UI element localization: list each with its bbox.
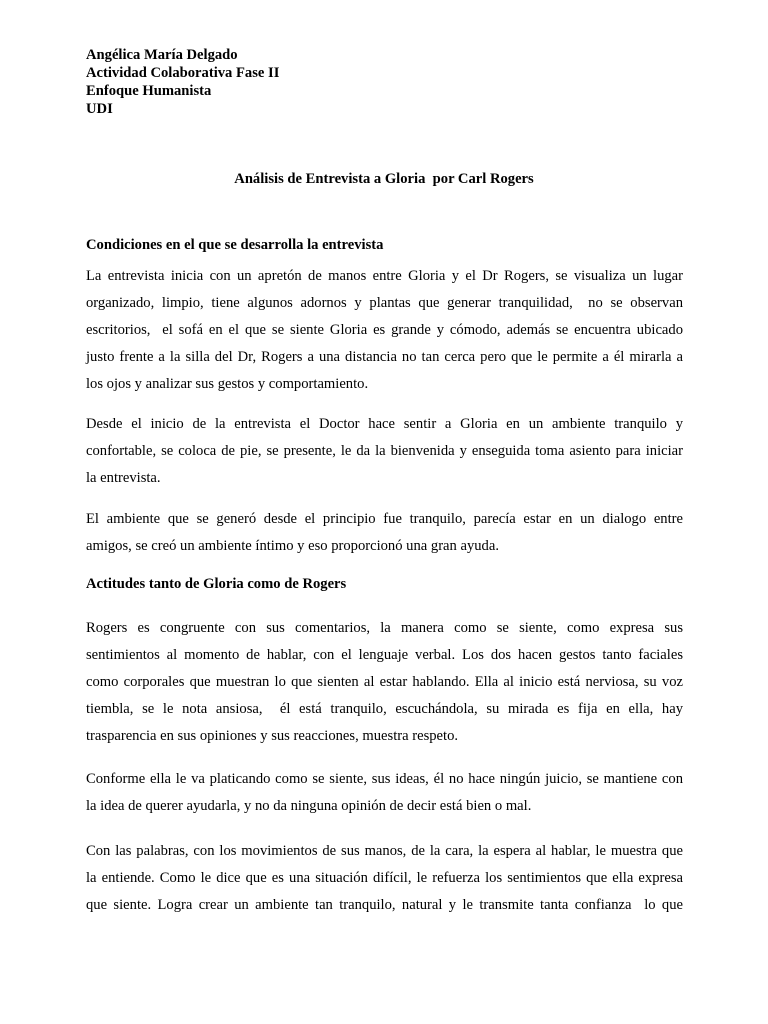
- institution-name: UDI: [86, 101, 113, 117]
- paragraph-line: la idea de querer ayudarla, y no da ninguna opinión de decir está bien o mal.: [86, 798, 532, 814]
- document-header: [86, 46, 279, 118]
- paragraph-line: escritorios, el sofá en el que se siente Gloria es grande y cómodo, además se encuentra ubicado: [86, 322, 683, 338]
- paragraph-line: trasparencia en sus opiniones y sus reacciones, muestra respeto.: [86, 728, 459, 744]
- paragraph-line: Rogers es congruente con sus comentarios, la manera como se siente, como expresa sus: [86, 620, 683, 636]
- paragraph-line: amigos, se creó un ambiente íntimo y eso proporcionó una gran ayuda.: [86, 538, 499, 554]
- document-title: Análisis de Entrevista a Gloria por Carl Rogers: [234, 171, 534, 187]
- paragraph-line: sentimientos al momento de hablar, con el lenguaje verbal. Los dos hacen gestos tanto faciales: [86, 647, 683, 663]
- paragraph: [86, 263, 683, 398]
- paragraph: [86, 506, 683, 560]
- paragraph-line: que siente. Logra crear un ambiente tan tranquilo, natural y le transmite tanta confianza lo que: [86, 897, 683, 913]
- section-heading: Actitudes tanto de Gloria como de Rogers: [86, 576, 347, 592]
- paragraph-line: El ambiente que se generó desde el principio fue tranquilo, parecía estar en un dialogo entre: [86, 511, 683, 527]
- paragraph-line: como corporales que muestran lo que sienten al estar hablando. Ella al inicio está nerviosa, su voz: [86, 674, 683, 690]
- paragraph-line: la entrevista.: [86, 470, 161, 486]
- section-heading: Condiciones en el que se desarrolla la entrevista: [86, 237, 384, 253]
- paragraph: [86, 615, 683, 750]
- paragraph-line: Desde el inicio de la entrevista el Doctor hace sentir a Gloria en un ambiente tranquilo y: [86, 416, 683, 432]
- approach-name: Enfoque Humanista: [86, 83, 212, 99]
- activity-name: Actividad Colaborativa Fase II: [86, 65, 280, 81]
- paragraph-line: los ojos y analizar sus gestos y comportamiento.: [86, 376, 369, 392]
- paragraph: [86, 838, 683, 919]
- paragraph-line: organizado, limpio, tiene algunos adornos y plantas que generar tranquilidad, no se observan: [86, 295, 683, 311]
- paragraph-line: justo frente a la silla del Dr, Rogers a una distancia no tan cerca pero que le permite a él mirarla a: [86, 349, 683, 365]
- paragraph-line: Con las palabras, con los movimientos de sus manos, de la cara, la espera al hablar, le muestra que: [86, 843, 683, 859]
- paragraph-line: La entrevista inicia con un apretón de manos entre Gloria y el Dr Rogers, se visualiza un lugar: [86, 268, 683, 284]
- author-name: Angélica María Delgado: [86, 47, 238, 63]
- paragraph-line: Conforme ella le va platicando como se siente, sus ideas, él no hace ningún juicio, se mantiene con: [86, 771, 683, 787]
- paragraph-line: tiembla, se le nota ansiosa, él está tranquilo, escuchándola, su mirada es fija en ella, hay: [86, 701, 683, 717]
- paragraph: [86, 766, 683, 820]
- paragraph: [86, 411, 683, 492]
- paragraph-line: confortable, se coloca de pie, se presente, le da la bienvenida y enseguida toma asiento para iniciar: [86, 443, 683, 459]
- paragraph-line: la entiende. Como le dice que es una situación difícil, le refuerza los sentimientos que ella expresa: [86, 870, 683, 886]
